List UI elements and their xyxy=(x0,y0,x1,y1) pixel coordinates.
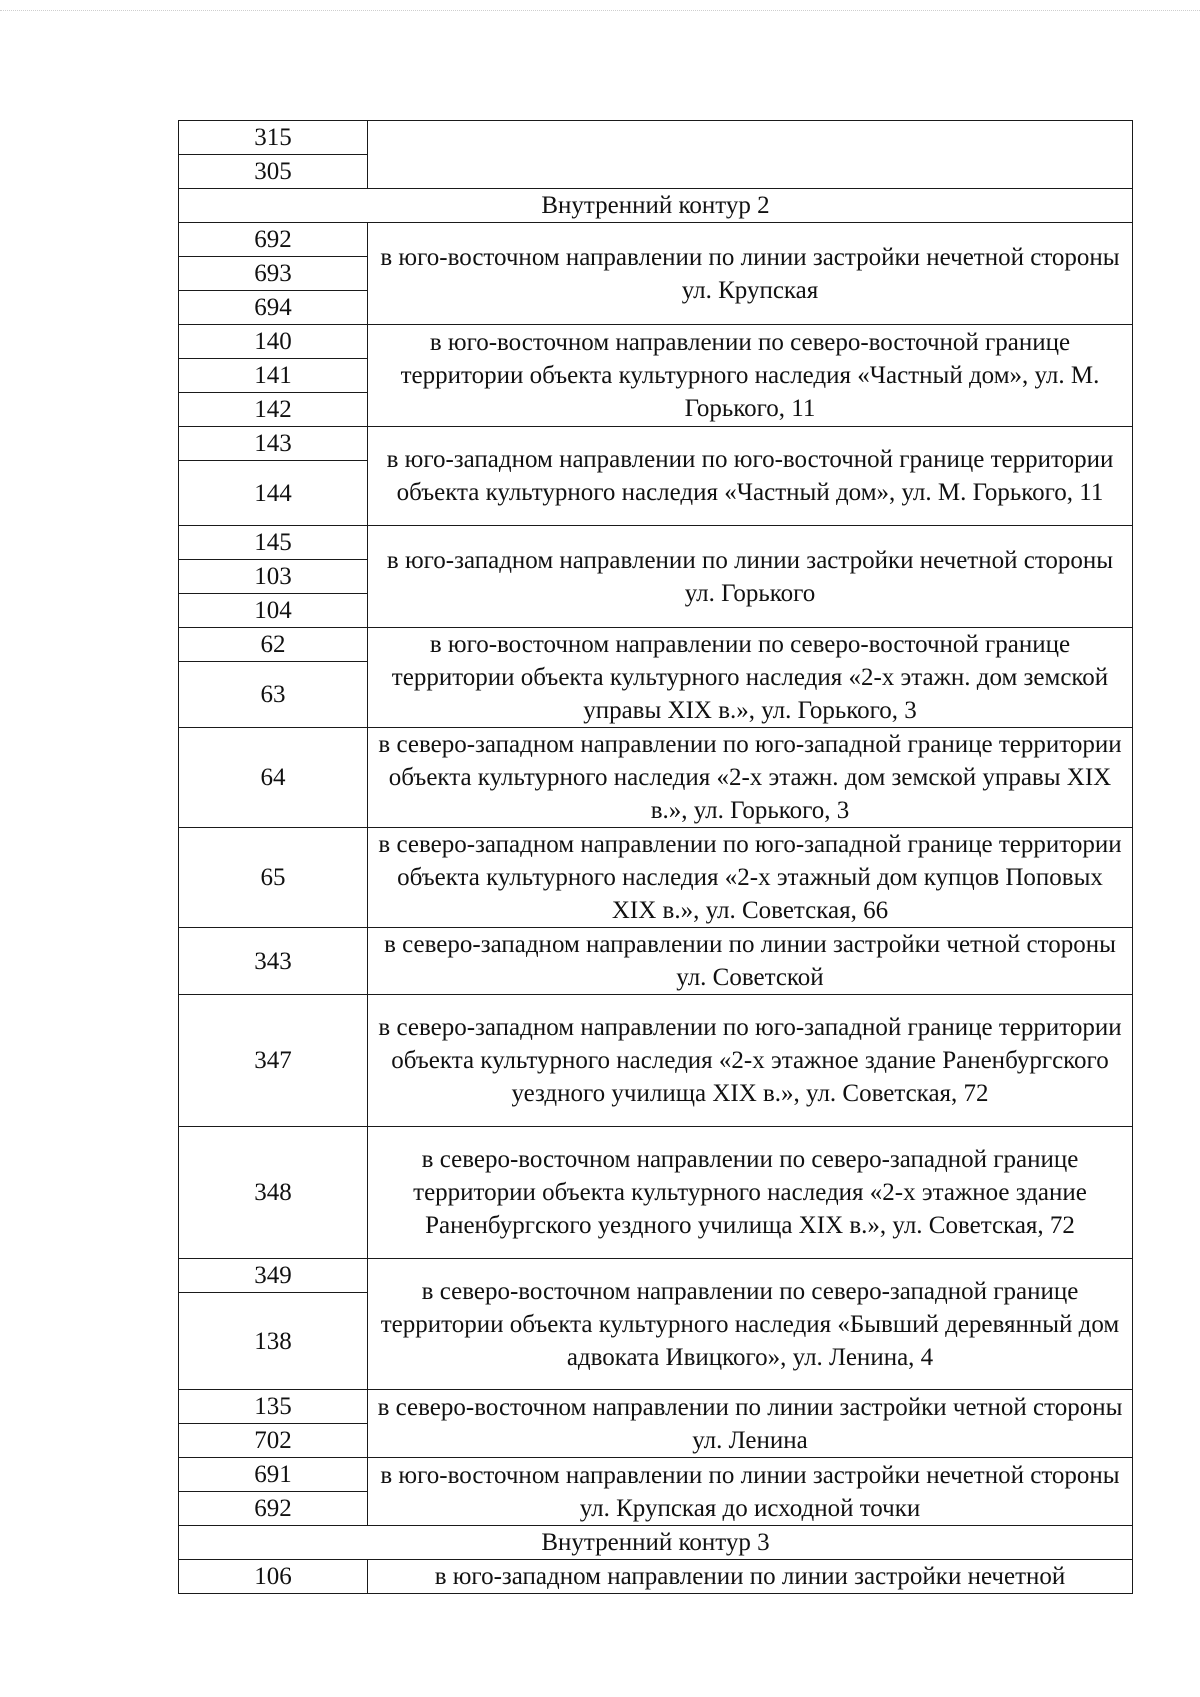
description-cell: в юго-восточном направлении по северо-восточной границе территории объекта культурного наследия «Частный дом», ул. М. Горького, 11 xyxy=(368,325,1133,427)
point-cell: 62 xyxy=(179,628,368,662)
table-row xyxy=(179,1458,1133,1492)
boundary-table xyxy=(178,120,1133,1594)
table-row xyxy=(179,325,1133,359)
point-cell: 315 xyxy=(179,121,368,155)
table-row xyxy=(179,1259,1133,1293)
contour-header-row xyxy=(179,1526,1133,1560)
point-cell: 347 xyxy=(179,995,368,1127)
table-row xyxy=(179,1390,1133,1424)
point-cell: 64 xyxy=(179,728,368,828)
description-cell: в северо-восточном направлении по северо-западной границе территории объекта культурного наследия «Бывший деревянный дом адвоката Ивицкого», ул. Ленина, 4 xyxy=(368,1259,1133,1390)
point-cell: 693 xyxy=(179,257,368,291)
description-cell: в юго-восточном направлении по линии застройки нечетной стороны ул. Крупская xyxy=(368,223,1133,325)
point-cell: 106 xyxy=(179,1560,368,1594)
contour-title: Внутренний контур 2 xyxy=(179,189,1133,223)
point-cell: 135 xyxy=(179,1390,368,1424)
table-row xyxy=(179,121,1133,155)
point-cell: 141 xyxy=(179,359,368,393)
point-cell: 349 xyxy=(179,1259,368,1293)
contour-title: Внутренний контур 3 xyxy=(179,1526,1133,1560)
description-cell: в северо-западном направлении по юго-западной границе территории объекта культурного наследия «2-х этажн. дом земской управы XIX в.», ул. Горького, 3 xyxy=(368,728,1133,828)
table-row xyxy=(179,223,1133,257)
point-cell: 143 xyxy=(179,427,368,461)
table-row xyxy=(179,828,1133,928)
description-cell: в северо-западном направлении по юго-западной границе территории объекта культурного наследия «2-х этажное здание Раненбургского уездного училища XIX в.», ул. Советская, 72 xyxy=(368,995,1133,1127)
point-cell: 343 xyxy=(179,928,368,995)
description-cell: в юго-западном направлении по линии застройки нечетной стороны ул. Горького xyxy=(368,526,1133,628)
description-cell: в северо-западном направлении по юго-западной границе территории объекта культурного наследия «2-х этажный дом купцов Поповых XIX в.», ул. Советская, 66 xyxy=(368,828,1133,928)
description-cell: в юго-восточном направлении по северо-восточной границе территории объекта культурного наследия «2-х этажн. дом земской управы XIX в.», ул. Горького, 3 xyxy=(368,628,1133,728)
table-row xyxy=(179,728,1133,828)
point-cell: 692 xyxy=(179,1492,368,1526)
description-cell: в северо-восточном направлении по северо-западной границе территории объекта культурного наследия «2-х этажное здание Раненбургского уездного училища XIX в.», ул. Советская, 72 xyxy=(368,1127,1133,1259)
point-cell: 142 xyxy=(179,393,368,427)
table-row xyxy=(179,526,1133,560)
point-cell: 104 xyxy=(179,594,368,628)
table-row xyxy=(179,928,1133,995)
point-cell: 144 xyxy=(179,461,368,526)
point-cell: 702 xyxy=(179,1424,368,1458)
description-cell xyxy=(368,121,1133,189)
description-cell: в северо-западном направлении по линии застройки четной стороны ул. Советской xyxy=(368,928,1133,995)
description-cell: в юго-западном направлении по юго-восточной границе территории объекта культурного наследия «Частный дом», ул. М. Горького, 11 xyxy=(368,427,1133,526)
point-cell: 103 xyxy=(179,560,368,594)
table-row xyxy=(179,1560,1133,1594)
contour-header-row xyxy=(179,189,1133,223)
scan-edge-line xyxy=(0,10,1200,11)
point-cell: 692 xyxy=(179,223,368,257)
point-cell: 691 xyxy=(179,1458,368,1492)
point-cell: 694 xyxy=(179,291,368,325)
point-cell: 63 xyxy=(179,662,368,728)
description-cell: в юго-восточном направлении по линии застройки нечетной стороны ул. Крупская до исходной точки xyxy=(368,1458,1133,1526)
table-row xyxy=(179,995,1133,1127)
point-cell: 140 xyxy=(179,325,368,359)
point-cell: 305 xyxy=(179,155,368,189)
description-cell: в юго-западном направлении по линии застройки нечетной xyxy=(368,1560,1133,1594)
point-cell: 65 xyxy=(179,828,368,928)
point-cell: 145 xyxy=(179,526,368,560)
point-cell: 138 xyxy=(179,1293,368,1390)
description-cell: в северо-восточном направлении по линии застройки четной стороны ул. Ленина xyxy=(368,1390,1133,1458)
table-row xyxy=(179,1127,1133,1259)
table-row xyxy=(179,427,1133,461)
point-cell: 348 xyxy=(179,1127,368,1259)
table-row xyxy=(179,628,1133,662)
